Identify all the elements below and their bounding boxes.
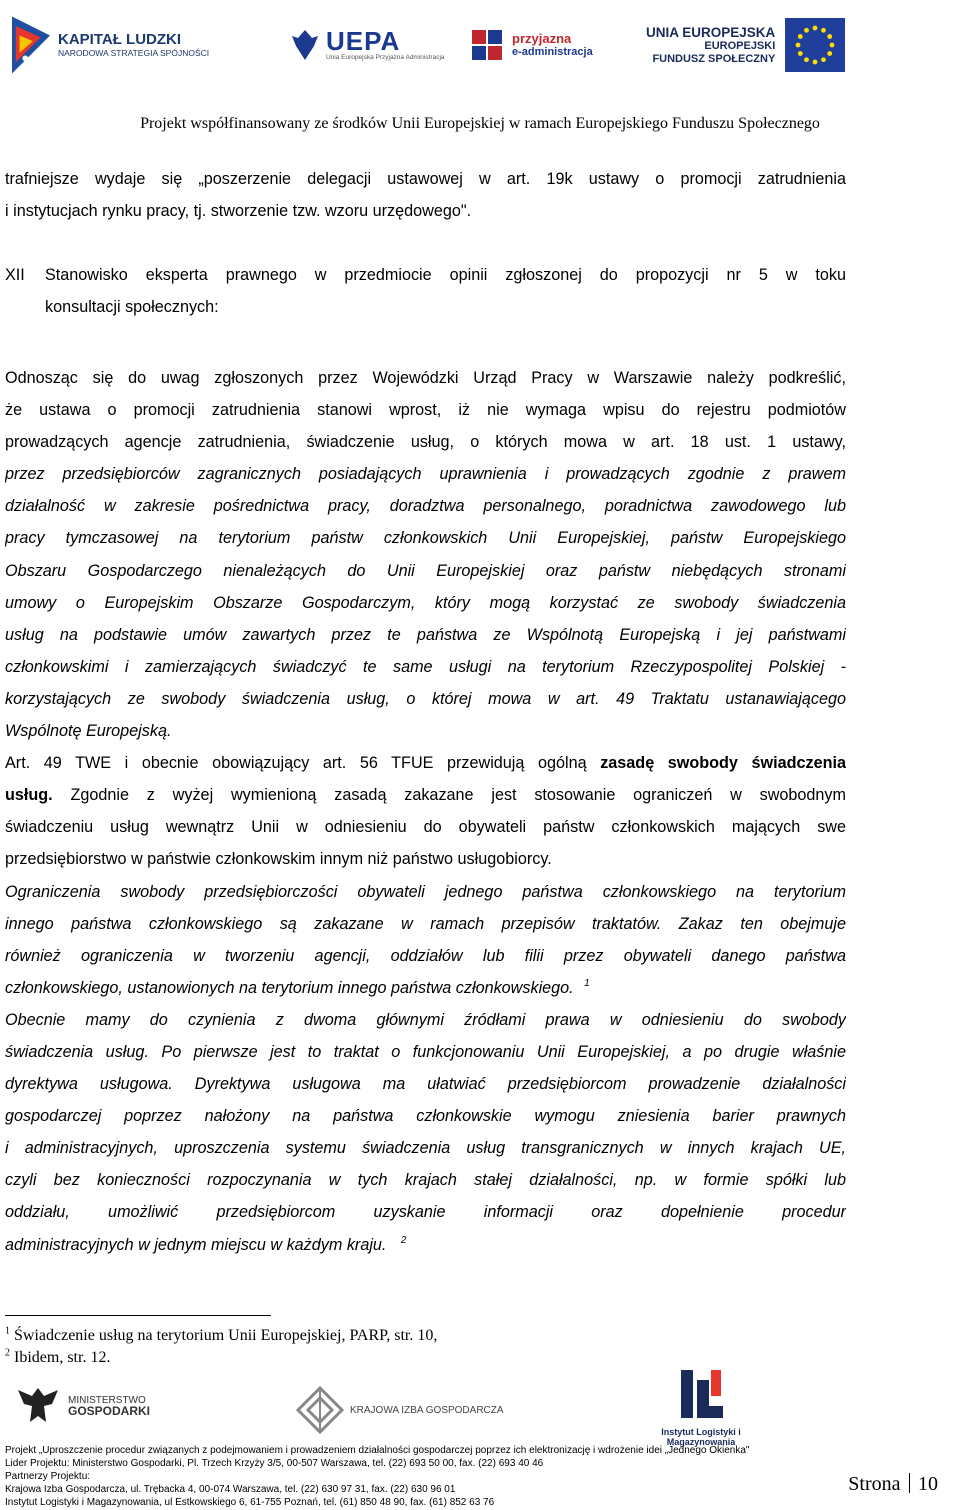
p1-line: Odnosząc się do uwag zgłoszonych przez Wojewódzki Urząd Pracy w Warszawie należy podkreślić, [5,369,846,387]
p2-plain-text: Art. 49 TWE i obecnie obowiązujący art. 56 TFUE przewidują ogólną [5,754,587,773]
p4-line: dyrektywa usługowa. Dyrektywa usługowa ma ułatwiać przedsiębiorcom prowadzenie działalności [5,1075,846,1094]
footer-line: Partnerzy Projektu: [5,1471,91,1482]
p3-line [5,972,846,1004]
eu-star-icon [821,28,826,33]
footer-line: Projekt „Uproszczenie procedur związanych z podejmowaniem i prowadzeniem działalności gospodarczej poprzez ich elektronizację i wdrożenie idei „Jednego Okienka" [5,1445,750,1456]
eu-star-icon [828,34,833,39]
p4-line: świadczenia usług. Po pierwsze jest to traktat o funkcjonowaniu Unii Europejskiej, a po drugie właśnie [5,1042,846,1061]
ilim-label: Instytut Logistyki i Magazynowania [661,1427,741,1447]
p4-line: Obecnie mamy do czynienia z dwoma głównymi źródłami prawa w odniesieniu do swobody [5,1010,846,1029]
e-administracja-label: e-administracja [512,45,593,58]
p3-line: Ograniczenia swobody przedsiębiorczości obywateli jednego państwa członkowskiego na terytorium [5,882,846,901]
p2-plain-text: Zgodnie z wyżej wymienioną zasadą zakazane jest stosowanie ograniczeń w swobodnym [70,786,846,805]
eu-star-icon [798,51,803,56]
page-number [848,1473,938,1496]
europejski-label: EUROPEJSKI [704,39,776,52]
project-cofinancing-line: Projekt współfinansowany ze środków Unii Europejskiej w ramach Europejskiego Funduszu Społecznego [140,115,820,132]
p1-italic-line: Obszaru Gospodarczego nienależących do Unii Europejskiej oraz państw niebędących stronami [5,561,846,580]
kapital-ludzki-title: KAPITAŁ LUDZKI [58,31,182,48]
eu-star-icon [796,43,801,48]
p3-line: innego państwa członkowskiego są zakazane w ramach przepisów traktatów. Zakaz ten obejmuje [5,914,846,933]
section-number: XII [5,266,25,284]
eu-star-icon [821,57,826,62]
footnote-2 [5,1348,110,1368]
p1-italic-line: pracy tymczasowej na terytorium państw członkowskich Unii Europejskiej, państw Europejskiego [5,529,846,548]
page-number-value: 10 [918,1473,938,1495]
przyjazna-e-administracja-logo [470,12,593,78]
footer-line: Instytut Logistyki i Magazynowania, ul Estkowskiego 6, 61-755 Poznań, tel. (61) 850 48 90, fax. (61) 852 63 76 [5,1497,495,1508]
section-title-line: konsultacji społecznych: [45,298,219,317]
p1-italic-line: umowy o Europejskim Obszarze Gospodarczym, który mogą korzystać ze swobody świadczenia [5,593,846,612]
instytut-logistyki-logo [626,1366,776,1447]
kapital-ludzki-logo [12,12,209,78]
ilim-mark-icon [671,1366,731,1422]
eu-star-icon [798,34,803,39]
kapital-ludzki-mark-icon [12,16,50,74]
p1-italic-line: Wspólnotę Europejską. [5,722,172,741]
page-divider [909,1473,911,1493]
kig-label: KRAJOWA IZBA GOSPODARCZA [350,1404,504,1416]
footnote-number: 1 [5,1325,10,1337]
puzzle-icon [470,28,504,62]
p4-line: gospodarczej poprzez nałożony na państwa członkowskie wymogu zniesienia barier prawnych [5,1107,846,1126]
page-label: Strona [848,1473,901,1495]
footnote-1 [5,1326,437,1346]
p1-line: prowadzących agencje zatrudnienia, świadczenie usług, o których mowa w art. 18 ust. 1 ustawy, [5,433,846,452]
unia-europejska-label: UNIA EUROPEJSKA [646,24,776,40]
footnote-ref[interactable]: 2 [400,1235,407,1247]
footer-line: Krajowa Izba Gospodarcza, ul. Trębacka 4, 00-074 Warszawa, tel. (22) 630 97 31, fax. (22) 630 96 01 [5,1484,456,1495]
ministerstwo-gospodarki-logo [14,1384,150,1428]
kapital-ludzki-subtitle: NARODOWA STRATEGIA SPÓJNOŚCI [58,48,210,58]
kig-emblem-icon [296,1386,344,1434]
p2-bold-text: usług. [5,786,53,805]
p2-line [5,747,846,779]
footnote-ref[interactable]: 1 [584,978,590,990]
p2-line [5,779,846,811]
eagle-icon [14,1384,62,1428]
footnote-number: 2 [5,1347,10,1359]
uepa-subtitle: Unia Europejska Przyjazna Administracja [326,54,445,61]
p1-italic-line: przez przedsiębiorców zagranicznych posiadających uprawnienia i prowadzących zgodnie z prawem [5,465,846,484]
eu-star-icon [804,28,809,33]
p1-italic-line: członkowskimi i zamierzających świadczyć te same usługi na terytorium Rzeczypospolitej Polskiej - [5,657,846,676]
footnote-divider [5,1315,271,1316]
p1-italic-line: korzystających ze swobody świadczenia usług, o której mowa w art. 49 Traktatu ustanawiającego [5,689,846,708]
eu-star-icon [828,51,833,56]
eu-flag-icon [785,18,845,72]
p1-line: że ustawa o promocji zatrudnienia stanowi wprost, iż nie wymaga wpisu do rejestru podmiotów [5,401,846,420]
p4-line: oddziału, umożliwić przedsiębiorcom uzyskanie informacji oraz dopełnienie procedur [5,1203,846,1222]
footer-line: Lider Projektu: Ministerstwo Gospodarki, Pl. Trzech Krzyży 3/5, 00-507 Warszawa, tel. (22) 693 50 00, fax. (22) 693 40 46 [5,1458,544,1469]
p1-italic-line: działalność w zakresie pośrednictwa pracy, doradztwa personalnego, poradnictwa zawodowego lub [5,497,846,516]
uepa-title: UEPA [326,26,401,56]
p2-line: świadczeniu usług wewnątrz Unii w odniesieniu do obywateli państw członkowskich mających swe [5,818,846,837]
uepa-eagle-icon [292,28,318,62]
krajowa-izba-gospodarcza-logo [296,1386,504,1434]
p4-last-text: administracyjnych w jednym miejscu w każdym kraju. [5,1235,387,1254]
uepa-logo [292,12,445,78]
eu-star-icon [830,43,835,48]
p4-line [5,1229,846,1261]
p3-line: również ograniczenia w tworzeniu agencji, oddziałów lub filii przez obywateli danego państwa [5,946,846,965]
przyjazna-label: przyjazna [512,30,572,46]
p1-italic-line: usług na podstawie umów zawartych przez te państwa ze Wspólnotą Europejską i jej państwami [5,625,846,644]
eu-star-icon [813,60,818,65]
section-title-line: Stanowisko eksperta prawnego w przedmiocie opinii zgłoszonej do propozycji nr 5 w toku [45,266,846,284]
p2-bold-text: zasadę swobody świadczenia [600,754,846,773]
intro-line: trafniejsze wydaje się „poszerzenie delegacji ustawowej w art. 19k ustawy o promocji zatrudnienia [5,170,846,188]
gospodarki-label: GOSPODARKI [68,1404,151,1418]
p2-line: przedsiębiorstwo w państwie członkowskim innym niż państwo usługobiorcy. [5,850,552,869]
ministerstwo-label: MINISTERSTWO [68,1395,146,1406]
p4-line: czyli bez konieczności rozpoczynania w tych krajach stałej działalności, np. w formie spółki lub [5,1171,846,1190]
intro-paragraph [5,163,846,227]
unia-europejska-logo [646,12,845,78]
footnote-text: Świadczenie usług na terytorium Unii Europejskiej, PARP, str. 10, [14,1327,438,1344]
p4-line: i administracyjnych, uproszczenia systemu świadczenia usług transgranicznych w innych krajach UE, [5,1139,846,1158]
eu-star-icon [804,57,809,62]
main-paragraph [5,362,846,1261]
p3-last-text: członkowskiego, ustanowionych na terytorium innego państwa członkowskiego. [5,978,574,997]
footnote-text: Ibidem, str. 12. [14,1349,111,1366]
fundusz-spoleczny-label: FUNDUSZ SPOŁECZNY [652,52,776,65]
intro-line: i instytucjach rynku pracy, tj. stworzenie tzw. wzoru urzędowego". [5,202,472,221]
eu-star-icon [813,26,818,31]
